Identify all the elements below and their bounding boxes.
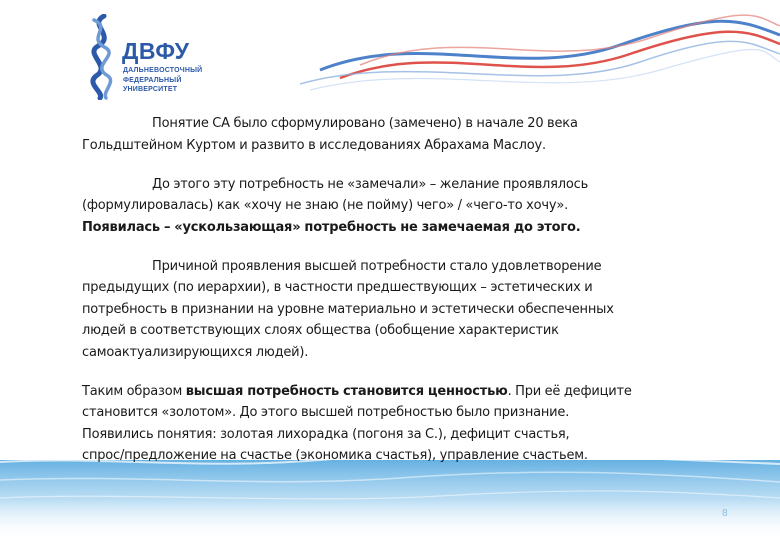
logo-subtitle-line: ДАЛЬНЕВОСТОЧНЫЙ <box>123 67 203 74</box>
text-fragment-bold: высшая потребность становится ценностью <box>185 383 508 399</box>
text-line-bold: Появилась – «ускользающая» потребность не замечаемая до этого. <box>82 219 581 235</box>
logo-title: ДВФУ <box>122 38 190 64</box>
text-line: Причиной проявления высшей потребности стало удовлетворение <box>152 258 602 274</box>
slide-body <box>82 113 702 467</box>
decorative-waves <box>300 10 780 100</box>
text-fragment: . При её дефиците <box>507 383 632 399</box>
logo-subtitle <box>123 66 202 95</box>
text-line: людей в соответствующих слоях общества (обобщение характеристик <box>82 323 559 338</box>
page-number: 8 <box>722 508 728 519</box>
logo-subtitle-line: УНИВЕРСИТЕТ <box>123 86 178 93</box>
text-line: Появились понятия: золотая лихорадка (погоня за С.), дефицит счастья, <box>82 426 570 442</box>
helix-logo-icon <box>82 14 122 100</box>
text-line: Понятие СА было сформулировано (замечено) в начале 20 века <box>152 116 578 131</box>
paragraph-before <box>82 174 702 239</box>
paragraph-conclusion <box>82 381 702 467</box>
text-line: становится «золотом». До этого высшей потребностью было признание. <box>82 405 570 420</box>
text-line: самоактуализирующихся людей). <box>82 344 309 360</box>
text-line: потребность в признании на уровне материально и эстетически обеспеченных <box>82 301 614 317</box>
text-line: спрос/предложение на счастье (экономика счастья), управление счастьем. <box>82 448 588 463</box>
paragraph-cause <box>82 256 702 364</box>
text-line: До этого эту потребность не «замечали» – желание проявлялось <box>152 176 589 192</box>
text-line: предыдущих (по иерархии), в частности предшествующих – эстетических и <box>82 280 593 295</box>
university-logo <box>82 14 222 114</box>
logo-subtitle-line: ФЕДЕРАЛЬНЫЙ <box>123 76 182 84</box>
text-fragment: Таким образом <box>82 383 186 399</box>
text-line: (формулировалась) как «хочу не знаю (не пойму) чего» / «чего-то хочу». <box>82 198 569 213</box>
paragraph-origin <box>82 113 702 156</box>
text-line: Гольдштейном Куртом и развито в исследованиях Абрахама Маслоу. <box>82 137 546 153</box>
